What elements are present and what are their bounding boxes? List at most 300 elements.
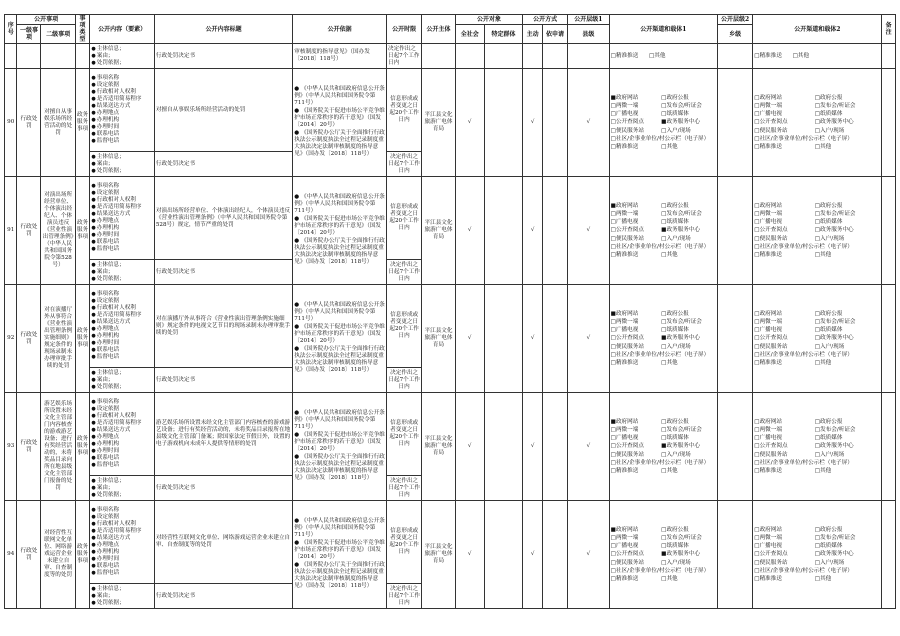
row-channel2 <box>753 69 882 177</box>
channel-option: □便民服务站 <box>610 127 644 134</box>
element-item: ● 联系电话 <box>91 239 153 246</box>
channel-option: □便民服务站 <box>610 451 644 458</box>
element-item: ● 办理时间 <box>91 124 153 131</box>
sub-element-item: ● 主体信息； <box>91 586 153 593</box>
channel-option: □纸质媒体 <box>661 327 689 334</box>
channel-option: □广播电视 <box>610 327 639 334</box>
channel-option: □社区/企事业单位/村公示栏（电子屏） <box>610 351 710 358</box>
channel-option: □广播电视 <box>610 219 639 226</box>
channel-option: □其他 <box>814 576 832 582</box>
fragment-elements <box>90 44 155 69</box>
channel-option: □社区/企事业单位/村公示栏（电子屏） <box>610 459 710 466</box>
row-sub-time: 决定作出之日起7个工作日内 <box>386 152 421 177</box>
channel-option: □发布会/听证会 <box>661 102 702 109</box>
header-object-group: 公开对象 <box>455 15 523 25</box>
row-time: 信息形成或者变更之日起20个工作日内 <box>386 69 421 152</box>
header-way-apply: 依申请 <box>543 25 568 44</box>
row-category: 行政处罚 <box>17 177 41 285</box>
row-sub-title: 行政处罚决定书 <box>154 152 292 177</box>
row-item-name: 对演出场所经营单位、个体演出经纪人、个体演员违反《营业性演出管理条例》（中华人民共和国国务院令第528号） <box>41 177 75 285</box>
channel-option: □两微一端 <box>610 102 639 109</box>
row-way-apply <box>543 69 568 177</box>
channel-option: □精准推送 <box>610 576 639 582</box>
channel-option: □社区/企事业单位/村公示栏（电子屏） <box>610 243 710 250</box>
channel-option: □发布会/听证会 <box>814 210 856 217</box>
disclosure-table-sheet <box>4 14 896 609</box>
element-item: ● 办理地点 <box>91 110 153 117</box>
element-item: ● 结果送达方式 <box>91 211 153 218</box>
row-elements <box>90 285 155 368</box>
channel-option: ■政务服务中心 <box>661 227 701 234</box>
element-item: ● 办理机构 <box>91 549 153 556</box>
element-item: ● 监督电话 <box>91 462 153 469</box>
row-way-apply <box>543 393 568 501</box>
channel-option: □广播电视 <box>610 111 639 118</box>
row-channel2 <box>753 177 882 285</box>
row-category: 行政处罚 <box>17 393 41 501</box>
basis-item: ● 《国务院办公厅关于全面推行行政执法公示制度执法全过程记录制度重大执法决定法制审核制度的指导意见》（国办发〔2018〕118号） <box>294 130 385 158</box>
row-sub-title: 行政处罚决定书 <box>154 476 292 501</box>
row-type: 政务服务事项 <box>75 177 90 285</box>
element-item: ● 办理时间 <box>91 340 153 347</box>
channel-option: □纸质媒体 <box>661 111 689 118</box>
element-item: ● 办理机构 <box>91 441 153 448</box>
channel-option: □政府网站 <box>754 94 782 101</box>
row-sub-elements <box>90 152 155 177</box>
sub-element-item: ● 主体信息； <box>91 262 153 269</box>
channel-option: □公开查阅点 <box>610 335 644 342</box>
row-sub-time: 决定作出之日起7个工作日内 <box>386 368 421 393</box>
row-number: 90 <box>5 69 17 177</box>
row-level1-check: √ <box>568 69 610 177</box>
row-sub-elements <box>90 584 155 609</box>
basis-item: ● 《国务院办公厅关于全面推行行政执法公示制度执法全过程记录制度重大执法决定法制审核制度的指导意见》（国办发〔2018〕118号） <box>294 562 385 590</box>
row-channel2 <box>753 393 882 501</box>
sub-element-item: ● 案由； <box>91 593 153 600</box>
channel-option: □其他 <box>814 360 832 366</box>
element-item: ● 监督电话 <box>91 138 153 145</box>
row-item-name: 对经营性互联网文化单位、网络游戏运营企业未建立自审、自查制度等的处罚 <box>41 501 75 609</box>
basis-item: ● 《中华人民共和国政府信息公开条例》（中华人民共和国国务院令第711号） <box>294 194 385 215</box>
channel-option: □公开查阅点 <box>754 335 788 342</box>
row-obj-spec <box>484 501 523 609</box>
element-item: ● 监督电话 <box>91 570 153 577</box>
channel-option: □政府网站 <box>754 526 782 533</box>
row-number: 91 <box>5 177 17 285</box>
row-time: 信息形成或者变更之日起20个工作日内 <box>386 285 421 368</box>
disclosure-table <box>4 14 896 609</box>
channel-option: □两微一端 <box>754 318 782 325</box>
channel-option: □两微一端 <box>610 210 639 217</box>
channel-option: □入户/现场 <box>661 127 691 134</box>
row-category: 行政处罚 <box>17 69 41 177</box>
row-subject: 平江县文化旅游广电体育局 <box>422 285 455 393</box>
header-level1-group: 公开层级1 <box>568 15 610 25</box>
fragment-channel1: □精准推送 □其他 <box>609 44 717 69</box>
element-item: ● 设定依据 <box>91 82 153 89</box>
channel-option: □入户/现场 <box>814 559 845 566</box>
channel-option: □纸质媒体 <box>814 435 843 442</box>
channel-option: □精准推送 <box>610 360 639 366</box>
row-obj-all-check: √ <box>455 285 484 393</box>
row-obj-all-check: √ <box>455 393 484 501</box>
header-level2: 乡级 <box>717 25 752 44</box>
channel-option: □精准推送 <box>610 144 639 150</box>
channel-option: □便民服务站 <box>610 559 644 566</box>
channel-option: □广播电视 <box>754 111 782 118</box>
row-note <box>882 285 896 393</box>
row-time: 信息形成或者变更之日起20个工作日内 <box>386 393 421 476</box>
header-way-active: 主动 <box>523 25 543 44</box>
element-item: ● 结果送达方式 <box>91 319 153 326</box>
sub-element-item: ● 案由； <box>91 377 153 384</box>
channel-option: □政府网站 <box>754 202 782 209</box>
sub-element-item: ● 主体信息； <box>91 154 153 161</box>
row-sub-time: 决定作出之日起7个工作日内 <box>386 584 421 609</box>
channel-option: □便民服务站 <box>754 451 788 458</box>
element-item: ● 是否适用简易程序 <box>91 96 153 103</box>
row-title: 对经营性互联网文化单位、网络游戏运营企业未建立自审、自查制度等的处罚 <box>154 501 292 584</box>
row-level1-check: √ <box>568 177 610 285</box>
element-item: ● 事项名称 <box>91 507 153 514</box>
element-item: ● 办理机构 <box>91 225 153 232</box>
sub-element-item: ● 案由； <box>91 269 153 276</box>
channel-option: □政府公报 <box>661 202 689 209</box>
channel-option: □公开查阅点 <box>610 551 644 558</box>
channel-option: □政务服务中心 <box>814 443 854 450</box>
channel-option: □社区/企事业单位/村公示栏（电子屏） <box>754 243 853 250</box>
channel-option: □政府公报 <box>814 418 843 425</box>
channel-option: □便民服务站 <box>754 559 788 566</box>
record-row <box>5 501 896 584</box>
element-item: ● 是否适用简易程序 <box>91 528 153 535</box>
element-item: ● 联系电话 <box>91 131 153 138</box>
row-level2 <box>717 393 752 501</box>
row-note <box>882 393 896 501</box>
channel-option: □发布会/听证会 <box>814 102 856 109</box>
fragment-element: ● 处罚依据； <box>91 60 153 67</box>
element-item: ● 设定依据 <box>91 298 153 305</box>
element-item: ● 事项名称 <box>91 399 153 406</box>
row-category: 行政处罚 <box>17 285 41 393</box>
element-item: ● 办理时间 <box>91 556 153 563</box>
row-way-active-check: √ <box>523 69 543 177</box>
row-level1-check: √ <box>568 501 610 609</box>
row-level2 <box>717 177 752 285</box>
channel-option: □政府公报 <box>661 526 689 533</box>
basis-item: ● 《国务院关于促进市场公平竞争维护市场正常秩序的若干意见》（国发〔2014〕20号） <box>294 108 385 129</box>
channel-option: □入户/现场 <box>661 451 691 458</box>
row-sub-time: 决定作出之日起7个工作日内 <box>386 476 421 501</box>
channel-option: □入户/现场 <box>661 343 691 350</box>
fragment-title: 行政处罚决定书 <box>154 44 292 69</box>
row-sub-title: 行政处罚决定书 <box>154 260 292 285</box>
element-item: ● 行政相对人权利 <box>91 413 153 420</box>
sub-element-item: ● 处罚依据； <box>91 600 153 607</box>
sub-element-item: ● 主体信息； <box>91 370 153 377</box>
element-item: ● 办理时间 <box>91 232 153 239</box>
channel-option: ■政务服务中心 <box>661 551 701 558</box>
basis-item: ● 《中华人民共和国政府信息公开条例》（中华人民共和国国务院令第711号） <box>294 302 385 323</box>
channel-option: □政府公报 <box>814 310 843 317</box>
header-content: 公开内容（要素） <box>90 15 155 44</box>
channel-option: □其他 <box>661 360 678 366</box>
element-item: ● 结果送达方式 <box>91 103 153 110</box>
row-way-apply <box>543 285 568 393</box>
channel-option: □社区/企事业单位/村公示栏（电子屏） <box>610 567 710 574</box>
channel-option: □其他 <box>814 252 832 258</box>
fragment-basis: 审核制度的指导意见》（国办发〔2018〕118号） <box>293 44 387 69</box>
row-time: 信息形成或者变更之日起20个工作日内 <box>386 501 421 584</box>
element-item: ● 监督电话 <box>91 246 153 253</box>
row-item-name: 游艺娱乐场所设置未经文化主管部门内容核查的游戏游艺设备；进行有奖经营活动的，未将奖品目录向所在地县级文化主管部门报备的处罚 <box>41 393 75 501</box>
channel-option: □公开查阅点 <box>754 119 788 126</box>
channel-option: □政务服务中心 <box>814 119 854 126</box>
channel-option: □纸质媒体 <box>661 219 689 226</box>
channel-option: □广播电视 <box>754 543 782 550</box>
element-item: ● 结果送达方式 <box>91 427 153 434</box>
basis-item: ● 《国务院办公厅关于全面推行行政执法公示制度执法全过程记录制度重大执法决定法制审核制度的指导意见》（国办发〔2018〕118号） <box>294 238 385 266</box>
row-number: 93 <box>5 393 17 501</box>
header-level2-group: 公开层级2 <box>717 15 752 25</box>
row-way-active-check: √ <box>523 393 543 501</box>
row-obj-spec <box>484 69 523 177</box>
channel-option: □政府公报 <box>814 202 843 209</box>
element-item: ● 联系电话 <box>91 455 153 462</box>
header-level1: 县级 <box>568 25 610 44</box>
channel-option: □广播电视 <box>610 543 639 550</box>
element-item: ● 是否适用简易程序 <box>91 204 153 211</box>
channel-option: □政务服务中心 <box>814 551 854 558</box>
channel-option: □公开查阅点 <box>754 443 788 450</box>
channel-option: □社区/企事业单位/村公示栏（电子屏） <box>610 135 710 142</box>
sub-element-item: ● 案由； <box>91 161 153 168</box>
channel-option: □政府公报 <box>661 94 689 101</box>
row-item-name: 对擅自从事娱乐场所经营活动的处罚 <box>41 69 75 177</box>
channel-option: □发布会/听证会 <box>814 534 856 541</box>
channel-option: □公开查阅点 <box>754 551 788 558</box>
header-basis: 公开依据 <box>293 15 387 44</box>
header-channel1: 公开渠道和载体1 <box>609 15 717 44</box>
channel-option: □精准推送 <box>754 252 782 258</box>
row-channel1 <box>609 177 717 285</box>
element-item: ● 结果送达方式 <box>91 535 153 542</box>
row-title: 游艺娱乐场所设置未经文化主管部门内容核查的游戏游艺设备；进行有奖经营活动的，未将奖品目录报所在地县级文化主管部门备案；除国家法定节假日外，设置的电子游戏机向未成年人提供等情形的处罚 <box>154 393 292 476</box>
row-number: 92 <box>5 285 17 393</box>
channel-option: □纸质媒体 <box>814 111 843 118</box>
channel-option: ■政府网站 <box>610 418 639 425</box>
channel-option: □精准推送 <box>754 576 782 582</box>
row-level2 <box>717 69 752 177</box>
row-sub-elements <box>90 368 155 393</box>
channel-option: □精准推送 <box>610 252 639 258</box>
channel-option: □广播电视 <box>754 435 782 442</box>
channel-option: □便民服务站 <box>610 235 644 242</box>
channel-option: □公开查阅点 <box>610 119 644 126</box>
sub-element-item: ● 处罚依据； <box>91 168 153 175</box>
row-level2 <box>717 285 752 393</box>
channel-option: □两微一端 <box>610 426 639 433</box>
header-item-group: 公开事项 <box>17 15 75 25</box>
row-note <box>882 177 896 285</box>
channel-option: □其他 <box>661 252 678 258</box>
row-way-apply <box>543 501 568 609</box>
row-elements <box>90 69 155 152</box>
row-time: 信息形成或者变更之日起20个工作日内 <box>386 177 421 260</box>
channel-option: □便民服务站 <box>754 127 788 134</box>
basis-item: ● 《中华人民共和国政府信息公开条例》（中华人民共和国国务院令第711号） <box>294 86 385 107</box>
channel-option: □政府公报 <box>814 526 843 533</box>
record-row <box>5 177 896 260</box>
channel-option: □两微一端 <box>610 534 639 541</box>
element-item: ● 是否适用简易程序 <box>91 420 153 427</box>
row-sub-title: 行政处罚决定书 <box>154 584 292 609</box>
row-sub-title: 行政处罚决定书 <box>154 368 292 393</box>
channel-option: □社区/企事业单位/村公示栏（电子屏） <box>754 567 853 574</box>
channel-option: □便民服务站 <box>610 343 644 350</box>
channel-option: □两微一端 <box>610 318 639 325</box>
channel-option: □发布会/听证会 <box>661 426 702 433</box>
record-row <box>5 393 896 476</box>
top-fragment-row <box>5 44 896 69</box>
basis-item: ● 《国务院办公厅关于全面推行行政执法公示制度执法全过程记录制度重大执法决定法制审核制度的指导意见》（国办发〔2018〕118号） <box>294 346 385 374</box>
channel-option: □两微一端 <box>754 426 782 433</box>
channel-option: □其他 <box>661 576 678 582</box>
header-way-group: 公开方式 <box>523 15 568 25</box>
channel-option: □社区/企事业单位/村公示栏（电子屏） <box>754 459 853 466</box>
channel-option: □两微一端 <box>754 102 782 109</box>
row-obj-all-check: √ <box>455 177 484 285</box>
row-sub-time: 决定作出之日起7个工作日内 <box>386 260 421 285</box>
header-type: 事项类型 <box>75 15 90 44</box>
channel-option: □精准推送 <box>754 468 782 474</box>
channel-option: □发布会/听证会 <box>814 318 856 325</box>
row-obj-spec <box>484 177 523 285</box>
row-way-active-check: √ <box>523 177 543 285</box>
element-item: ● 事项名称 <box>91 183 153 190</box>
channel-option: ■政务服务中心 <box>661 119 701 126</box>
header-item1: 一级事项 <box>17 25 41 44</box>
channel-option: □政府公报 <box>661 310 689 317</box>
channel-option: □纸质媒体 <box>814 327 843 334</box>
row-note <box>882 69 896 177</box>
sub-element-item: ● 案由； <box>91 485 153 492</box>
fragment-element: ● 主体信息； <box>91 46 153 53</box>
element-item: ● 办理地点 <box>91 434 153 441</box>
basis-item: ● 《国务院办公厅关于全面推行行政执法公示制度执法全过程记录制度重大执法决定法制审核制度的指导意见》（国办发〔2018〕118号） <box>294 454 385 482</box>
row-channel1 <box>609 501 717 609</box>
basis-item: ● 《国务院关于促进市场公平竞争维护市场正常秩序的若干意见》（国发〔2014〕20号） <box>294 216 385 237</box>
element-item: ● 设定依据 <box>91 190 153 197</box>
channel-option: □发布会/听证会 <box>661 318 702 325</box>
element-item: ● 设定依据 <box>91 514 153 521</box>
row-type: 政务服务事项 <box>75 285 90 393</box>
sub-element-item: ● 处罚依据； <box>91 276 153 283</box>
row-type: 政务服务事项 <box>75 69 90 177</box>
channel-option: □便民服务站 <box>754 343 788 350</box>
element-item: ● 办理地点 <box>91 218 153 225</box>
channel-option: □其他 <box>661 144 678 150</box>
header-subject: 公开主体 <box>422 15 455 44</box>
channel-option: ■政府网站 <box>610 310 639 317</box>
channel-option: □其他 <box>814 144 832 150</box>
row-level2 <box>717 501 752 609</box>
header-title: 公开内容标题 <box>154 15 292 44</box>
header-item2: 二级事项 <box>41 25 75 44</box>
element-item: ● 办理地点 <box>91 542 153 549</box>
header-time: 公开时限 <box>386 15 421 44</box>
sub-element-item: ● 主体信息； <box>91 478 153 485</box>
element-item: ● 联系电话 <box>91 563 153 570</box>
channel-option: □精准推送 <box>754 360 782 366</box>
element-item: ● 行政相对人权利 <box>91 521 153 528</box>
row-obj-spec <box>484 393 523 501</box>
element-item: ● 办理机构 <box>91 333 153 340</box>
element-item: ● 设定依据 <box>91 406 153 413</box>
fragment-time: 决定作出之日起7个工作日内 <box>386 44 421 69</box>
basis-item: ● 《中华人民共和国政府信息公开条例》（中华人民共和国国务院令第711号） <box>294 518 385 539</box>
channel-option: □广播电视 <box>754 219 782 226</box>
channel-option: □其他 <box>814 468 832 474</box>
row-basis <box>293 177 387 285</box>
channel-option: ■政府网站 <box>610 202 639 209</box>
basis-item: ● 《国务院关于促进市场公平竞争维护市场正常秩序的若干意见》（国发〔2014〕20号） <box>294 432 385 453</box>
row-channel1 <box>609 393 717 501</box>
channel-option: □纸质媒体 <box>814 219 843 226</box>
channel-option: □入户/现场 <box>814 235 845 242</box>
channel-option: □社区/企事业单位/村公示栏（电子屏） <box>754 351 853 358</box>
element-item: ● 是否适用简易程序 <box>91 312 153 319</box>
row-title: 对在演播厅外从事符合《营业性演出管理条例实施细则》规定条件的电视文艺节目的现场录制未办理审批手续的处罚 <box>154 285 292 368</box>
row-obj-all-check: √ <box>455 69 484 177</box>
row-obj-spec <box>484 285 523 393</box>
row-type: 政务服务事项 <box>75 501 90 609</box>
basis-item: ● 《中华人民共和国政府信息公开条例》（中华人民共和国国务院令第711号） <box>294 410 385 431</box>
row-note <box>882 501 896 609</box>
channel-option: □精准推送 <box>754 144 782 150</box>
row-title: 对擅自从事娱乐场所经营活动的处罚 <box>154 69 292 152</box>
row-obj-all-check: √ <box>455 501 484 609</box>
element-item: ● 事项名称 <box>91 291 153 298</box>
row-channel2 <box>753 285 882 393</box>
channel-option: □政府公报 <box>814 94 843 101</box>
channel-option: ■政府网站 <box>610 94 639 101</box>
channel-option: □广播电视 <box>610 435 639 442</box>
row-basis <box>293 285 387 393</box>
row-elements <box>90 177 155 260</box>
header-row-1 <box>5 15 896 25</box>
channel-option: □政府网站 <box>754 310 782 317</box>
channel-option: □纸质媒体 <box>661 435 689 442</box>
element-item: ● 监督电话 <box>91 354 153 361</box>
row-basis <box>293 501 387 609</box>
element-item: ● 事项名称 <box>91 75 153 82</box>
channel-option: □广播电视 <box>754 327 782 334</box>
channel-option: □两微一端 <box>754 534 782 541</box>
row-level1-check: √ <box>568 393 610 501</box>
row-title: 对演出场所经营单位、个体演出经纪人，个体演员违反《营业性演出管理条例》（中华人民共和国国务院令第528号）规定，情节严重的处罚 <box>154 177 292 260</box>
element-item: ● 行政相对人权利 <box>91 89 153 96</box>
row-elements <box>90 393 155 476</box>
row-sub-elements <box>90 260 155 285</box>
fragment-element: ● 案由； <box>91 53 153 60</box>
channel-option: □纸质媒体 <box>814 543 843 550</box>
element-item: ● 办理时间 <box>91 448 153 455</box>
channel-option: □政务服务中心 <box>814 335 854 342</box>
row-level1-check: √ <box>568 285 610 393</box>
channel-option: □发布会/听证会 <box>661 210 702 217</box>
channel-option: □便民服务站 <box>754 235 788 242</box>
